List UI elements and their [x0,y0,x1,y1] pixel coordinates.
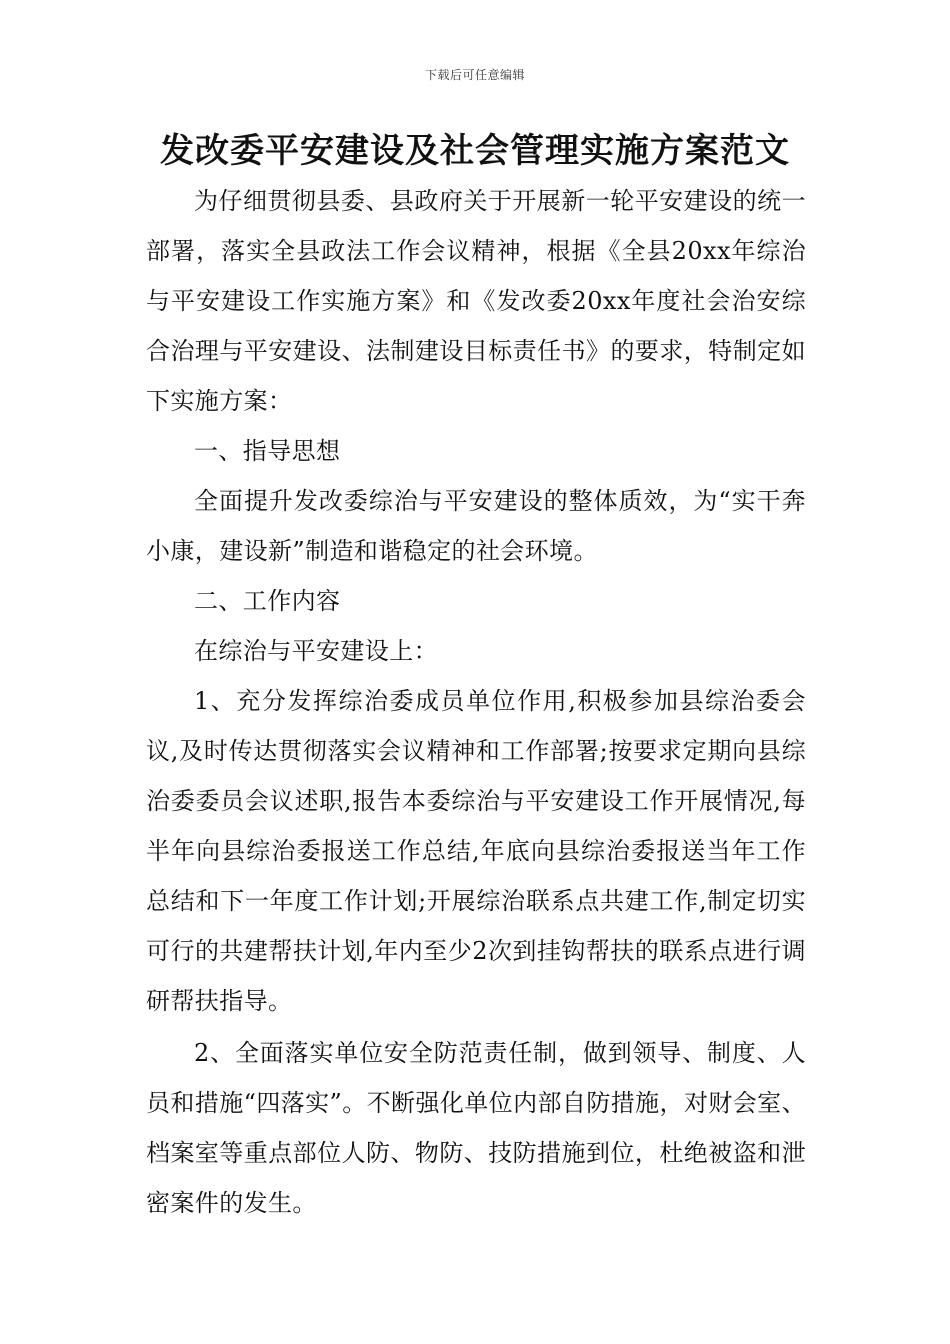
document-body [146,176,806,1228]
paragraph-intro: 为仔细贯彻县委、县政府关于开展新一轮平安建设的统一部署，落实全县政法工作会议精神，根据《全县20xx年综治与平安建设工作实施方案》和《发改委20xx年度社会治安综合治理与平安建设、法制建设目标责任书》的要求，特制定如下实施方案： [146,187,806,415]
paragraph-subheading: 在综治与平安建设上： [194,637,438,665]
paragraph-item-1: 1、充分发挥综治委成员单位作用,积极参加县综治委会议,及时传达贯彻落实会议精神和工作部署;按要求定期向县综治委委员会议述职,报告本委综治与平安建设工作开展情况,每半年向县综治委报送工作总结,年底向县综治委报送当年工作总结和下一年度工作计划;开展综治联系点共建工作,制定切实可行的共建帮扶计划,年内至少2次到挂钩帮扶的联系点进行调研帮扶指导。 [146,687,806,1015]
paragraph-item-2: 2、全面落实单位安全防范责任制，做到领导、制度、人员和措施“四落实”。不断强化单位内部自防措施，对财会室、档案室等重点部位人防、物防、技防措施到位，杜绝被盗和泄密案件的发生。 [146,1039,806,1217]
document-title: 发改委平安建设及社会管理实施方案范文 [160,131,790,171]
paragraph-guiding-ideology: 全面提升发改委综治与平安建设的整体质效，为“实干奔小康，建设新”制造和谐稳定的社会环境。 [146,487,806,565]
section-heading-guiding-ideology: 一、指导思想 [194,437,341,465]
section-heading-work-content: 二、工作内容 [194,587,341,615]
header-note: 下载后可任意编辑 [424,68,525,82]
